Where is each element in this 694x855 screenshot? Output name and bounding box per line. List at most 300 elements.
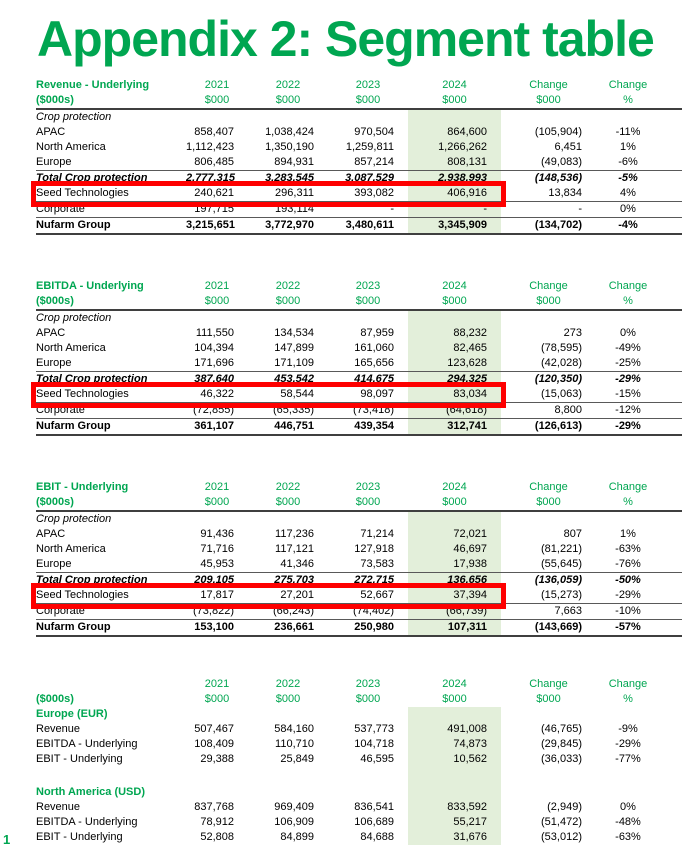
table-cell — [328, 310, 408, 326]
table-cell — [596, 511, 682, 527]
column-subheader: $000 — [501, 93, 596, 109]
table-row — [36, 171, 682, 187]
table-cell: (81,221) — [541, 543, 582, 555]
column-subheader: $000 — [248, 93, 328, 109]
column-header: Change — [608, 79, 648, 91]
table-cell: 833,592 — [408, 800, 501, 815]
table-row — [36, 218, 682, 235]
row-label: Corporate — [36, 403, 186, 419]
column-header: Change — [529, 678, 568, 690]
table-cell — [596, 109, 682, 125]
table-cell — [328, 511, 408, 527]
table-cell: 106,689 — [354, 816, 394, 828]
table-cell: -12% — [596, 403, 682, 419]
column-header: Change — [529, 79, 568, 91]
table-cell: 2,938,993 — [408, 171, 501, 187]
table-cell — [328, 109, 408, 125]
table-cell — [328, 785, 408, 800]
table-row — [36, 310, 682, 326]
table-cell: 446,751 — [248, 419, 328, 436]
table-cell: 55,217 — [408, 815, 501, 830]
table-cell: 165,656 — [354, 357, 394, 369]
table-row — [36, 341, 682, 356]
table-cell: 3,215,651 — [186, 218, 248, 235]
row-label: Seed Technologies — [36, 589, 129, 601]
table-cell: 361,107 — [186, 419, 248, 436]
table-cell: (65,335) — [248, 403, 328, 419]
table-cell — [248, 785, 328, 800]
table-cell: (15,273) — [541, 589, 582, 601]
page-title: Appendix 2: Segment table — [37, 11, 654, 67]
header-row-years — [36, 279, 682, 294]
column-subheader: $000 — [248, 495, 328, 511]
column-header: 2022 — [275, 280, 301, 292]
table-cell: (46,765) — [541, 723, 582, 735]
table-cell: 3,480,611 — [328, 218, 408, 235]
table-cell — [501, 109, 596, 125]
table-cell: 0% — [620, 801, 636, 813]
header-row-units — [36, 692, 682, 707]
table-row — [36, 604, 682, 620]
row-label: North America — [36, 342, 106, 354]
table-cell: 83,034 — [408, 387, 501, 403]
table-cell: 17,938 — [408, 557, 501, 573]
table-cell: 31,676 — [408, 830, 501, 845]
column-header: 2024 — [442, 79, 467, 91]
table-cell: (36,033) — [541, 753, 582, 765]
row-label: APAC — [36, 327, 66, 339]
table-cell: 134,534 — [274, 327, 314, 339]
table-cell — [501, 767, 596, 785]
row-label: Europe — [36, 156, 72, 168]
table-cell: 406,916 — [408, 186, 501, 202]
table-row — [36, 202, 682, 218]
table-cell: (2,949) — [547, 801, 582, 813]
row-label: Crop protection — [36, 111, 112, 123]
table-cell: (148,536) — [501, 171, 596, 187]
table-cell: (42,028) — [541, 357, 582, 369]
table-cell: 808,131 — [408, 155, 501, 171]
column-header: Change — [608, 481, 648, 493]
table-title: EBIT - Underlying — [36, 481, 129, 493]
row-label: Corporate — [36, 202, 186, 218]
table-cell — [408, 109, 501, 125]
column-header: Change — [608, 678, 648, 690]
table-cell: 1,112,423 — [186, 141, 235, 153]
table-cell — [248, 511, 328, 527]
column-subheader: $000 — [328, 495, 408, 511]
table-row — [36, 557, 682, 573]
table-cell: 836,541 — [354, 801, 394, 813]
table-cell: (126,613) — [501, 419, 596, 436]
table-cell: (66,739) — [408, 604, 501, 620]
table-cell: 110,710 — [275, 738, 314, 750]
table-cell: - — [328, 202, 408, 218]
table-row — [36, 800, 682, 815]
table-cell: 107,311 — [408, 620, 501, 637]
table-subtitle: ($000s) — [36, 93, 186, 109]
table-cell: 3,087,529 — [328, 171, 408, 187]
table-cell: 1% — [620, 528, 636, 540]
column-header: 2021 — [204, 280, 230, 292]
column-header: 2021 — [204, 79, 230, 91]
table-cell: 84,899 — [280, 831, 314, 843]
table-cell: 46,595 — [360, 753, 394, 765]
table-cell — [596, 310, 682, 326]
table-cell: 52,808 — [200, 831, 234, 843]
row-label: Revenue — [36, 723, 81, 735]
row-label: Seed Technologies — [36, 388, 129, 400]
table-cell: -63% — [615, 543, 641, 555]
table-cell — [248, 310, 328, 326]
table-cell: 108,409 — [194, 738, 234, 750]
segment-table-regional-currency — [36, 677, 682, 845]
row-label: Revenue — [36, 801, 81, 813]
ebit-underlying — [36, 480, 682, 637]
table-cell: 88,232 — [408, 326, 501, 341]
column-header: Change — [529, 481, 568, 493]
table-cell: 507,467 — [194, 723, 234, 735]
table-cell: 46,697 — [408, 542, 501, 557]
table-cell — [328, 707, 408, 722]
table-cell: 193,114 — [248, 202, 328, 218]
header-row-units — [36, 93, 682, 109]
table-row — [36, 511, 682, 527]
table-cell: 29,388 — [200, 753, 234, 765]
table-cell: 87,959 — [360, 327, 394, 339]
table-cell — [501, 511, 596, 527]
table-cell — [186, 310, 248, 326]
table-cell: -77% — [615, 753, 641, 765]
table-cell: (49,083) — [541, 156, 582, 168]
column-header: Change — [608, 280, 648, 292]
table-cell: 71,214 — [360, 528, 394, 540]
table-cell: -6% — [618, 156, 638, 168]
table-cell: (66,243) — [248, 604, 328, 620]
table-cell: 806,485 — [194, 156, 234, 168]
column-subheader: $000 — [355, 693, 381, 705]
segment-table-ebitda-underlying — [36, 279, 682, 436]
tables-region — [36, 78, 682, 845]
table-cell: 52,667 — [360, 589, 394, 601]
table-cell — [408, 310, 501, 326]
table-title: EBITDA - Underlying — [36, 280, 144, 292]
column-header: 2024 — [442, 678, 467, 690]
table-cell: 858,407 — [194, 126, 234, 138]
table-cell — [408, 767, 501, 785]
table-row — [36, 527, 682, 542]
table-cell: 1,350,190 — [265, 141, 314, 153]
table-cell: 1,266,262 — [408, 140, 501, 155]
table-cell — [596, 785, 682, 800]
table-row — [36, 722, 682, 737]
table-cell: -48% — [615, 816, 641, 828]
table-cell: 136,656 — [408, 573, 501, 589]
table-row — [36, 109, 682, 125]
row-label: APAC — [36, 528, 66, 540]
column-header: 2023 — [355, 280, 381, 292]
table-row — [36, 125, 682, 140]
table-cell: (29,845) — [541, 738, 582, 750]
row-label: North America — [36, 543, 106, 555]
segment-table-ebit-underlying — [36, 480, 682, 637]
row-label: Total Crop protection — [36, 372, 186, 388]
header-row-years — [36, 78, 682, 93]
table-cell: 414,675 — [328, 372, 408, 388]
row-label: EBIT - Underlying — [36, 831, 123, 843]
table-cell: -29% — [615, 738, 641, 750]
table-cell: 13,834 — [548, 187, 582, 199]
table-cell: 72,021 — [408, 527, 501, 542]
column-subheader: $000 — [501, 495, 596, 511]
table-cell — [248, 707, 328, 722]
table-cell: (53,012) — [541, 831, 582, 843]
column-header: 2021 — [204, 481, 230, 493]
table-cell: (136,059) — [501, 573, 596, 589]
column-subheader: $000 — [328, 93, 408, 109]
column-header: 2022 — [275, 481, 301, 493]
column-subheader: $000 — [248, 294, 328, 310]
table-cell: (73,418) — [328, 403, 408, 419]
table-cell: 537,773 — [354, 723, 394, 735]
table-cell: 240,621 — [194, 187, 234, 199]
table-cell: -10% — [596, 604, 682, 620]
row-label: Europe — [36, 558, 72, 570]
table-cell: 970,504 — [354, 126, 394, 138]
column-subheader: $000 — [186, 93, 248, 109]
table-cell: -5% — [596, 171, 682, 187]
table-cell: -11% — [615, 126, 641, 138]
table-row — [36, 326, 682, 341]
table-row — [36, 767, 682, 785]
table-cell: (73,822) — [186, 604, 248, 620]
table-row — [36, 752, 682, 767]
column-header: Change — [529, 280, 568, 292]
table-cell: -15% — [615, 388, 641, 400]
row-label: North America — [36, 141, 106, 153]
column-subheader: $000 — [275, 693, 301, 705]
row-label: Total Crop protection — [36, 573, 186, 589]
column-subheader: $000 — [186, 495, 248, 511]
table-subtitle: ($000s) — [36, 294, 186, 310]
table-row — [36, 186, 682, 202]
table-cell: 294,325 — [408, 372, 501, 388]
table-cell — [408, 511, 501, 527]
table-cell: 807 — [563, 528, 582, 540]
page-number: 1 — [3, 832, 11, 847]
table-cell: 73,583 — [360, 558, 394, 570]
table-cell: - — [501, 202, 596, 218]
table-row — [36, 542, 682, 557]
table-cell — [186, 707, 248, 722]
table-cell: 197,715 — [186, 202, 248, 218]
table-cell: 27,201 — [280, 589, 314, 601]
table-cell: 584,160 — [274, 723, 314, 735]
table-cell: (51,472) — [541, 816, 582, 828]
column-subheader: $000 — [408, 93, 501, 109]
table-cell: 3,772,970 — [248, 218, 328, 235]
column-header: 2023 — [355, 678, 381, 690]
table-cell — [501, 707, 596, 722]
table-row — [36, 815, 682, 830]
row-label: APAC — [36, 126, 66, 138]
table-cell: 491,008 — [408, 722, 501, 737]
column-subheader: $000 — [186, 294, 248, 310]
table-cell: 296,311 — [275, 187, 314, 199]
table-cell: 84,688 — [360, 831, 394, 843]
table-cell: -76% — [615, 558, 641, 570]
table-cell: 837,768 — [194, 801, 234, 813]
table-cell: -29% — [615, 589, 641, 601]
table-cell: 127,918 — [354, 543, 394, 555]
table-cell: 2,777,315 — [186, 171, 248, 187]
column-subheader: % — [596, 294, 682, 310]
table-cell: -63% — [615, 831, 641, 843]
table-cell: 439,354 — [328, 419, 408, 436]
row-label: Europe — [36, 357, 72, 369]
table-cell: 111,550 — [195, 327, 234, 339]
table-cell: 123,628 — [408, 356, 501, 372]
table-cell — [408, 707, 501, 722]
table-cell: (55,645) — [541, 558, 582, 570]
row-label: Nufarm Group — [36, 218, 186, 235]
table-row — [36, 155, 682, 171]
column-subheader: $000 — [501, 294, 596, 310]
table-cell: 393,082 — [354, 187, 394, 199]
table-cell: 91,436 — [200, 528, 234, 540]
column-subheader: $000 — [328, 294, 408, 310]
table-cell — [186, 109, 248, 125]
row-label: Total Crop protection — [36, 171, 186, 187]
row-label: Corporate — [36, 604, 186, 620]
table-cell: 104,394 — [194, 342, 234, 354]
table-cell: 46,322 — [200, 388, 234, 400]
regional-currency — [36, 677, 682, 845]
table-cell — [408, 785, 501, 800]
table-row — [36, 372, 682, 388]
table-cell: 171,696 — [194, 357, 234, 369]
table-cell: -57% — [596, 620, 682, 637]
table-row — [36, 387, 682, 403]
table-subtitle: ($000s) — [36, 693, 74, 705]
table-title — [36, 677, 186, 692]
table-cell: 25,849 — [280, 753, 314, 765]
column-subheader: % — [596, 93, 682, 109]
table-cell: (74,402) — [328, 604, 408, 620]
column-subheader: $000 — [408, 495, 501, 511]
table-cell: 45,953 — [200, 558, 234, 570]
table-cell: 3,345,909 — [408, 218, 501, 235]
table-cell: (78,595) — [541, 342, 582, 354]
table-cell: -49% — [615, 342, 641, 354]
table-row — [36, 785, 682, 800]
table-cell: 3,283,545 — [248, 171, 328, 187]
table-cell — [186, 767, 248, 785]
row-label: EBITDA - Underlying — [36, 738, 138, 750]
table-cell: 153,100 — [186, 620, 248, 637]
row-label: EBIT - Underlying — [36, 753, 123, 765]
table-cell: 209,105 — [186, 573, 248, 589]
table-cell — [501, 310, 596, 326]
table-cell: 1,259,811 — [345, 141, 394, 153]
table-cell: 10,562 — [408, 752, 501, 767]
table-cell: -9% — [618, 723, 638, 735]
table-cell: 74,873 — [408, 737, 501, 752]
table-cell — [501, 785, 596, 800]
table-cell: 98,097 — [360, 388, 394, 400]
table-cell: 6,451 — [554, 141, 582, 153]
table-cell: 312,741 — [408, 419, 501, 436]
column-subheader: $000 — [442, 693, 467, 705]
column-header: 2022 — [275, 678, 301, 690]
table-cell: -4% — [596, 218, 682, 235]
table-cell: 969,409 — [274, 801, 314, 813]
row-label: EBITDA - Underlying — [36, 816, 138, 828]
column-subheader: $000 — [408, 294, 501, 310]
table-cell: (15,063) — [541, 388, 582, 400]
table-cell: -25% — [615, 357, 641, 369]
table-cell: 161,060 — [354, 342, 394, 354]
row-label — [36, 767, 186, 785]
table-row — [36, 620, 682, 637]
table-cell: 894,931 — [274, 156, 314, 168]
table-row — [36, 403, 682, 419]
column-subheader: % — [623, 693, 633, 705]
table-cell: 0% — [620, 327, 636, 339]
table-cell: 857,214 — [354, 156, 394, 168]
table-subtitle: ($000s) — [36, 495, 186, 511]
table-cell: (64,618) — [408, 403, 501, 419]
table-cell: 0% — [596, 202, 682, 218]
table-cell: 117,236 — [275, 528, 314, 540]
row-label: Seed Technologies — [36, 187, 129, 199]
table-cell — [596, 767, 682, 785]
table-cell: 7,663 — [501, 604, 596, 620]
table-cell — [328, 767, 408, 785]
column-subheader: $000 — [204, 693, 230, 705]
segment-table-revenue-underlying — [36, 78, 682, 235]
column-header: 2022 — [275, 79, 301, 91]
row-label: Crop protection — [36, 312, 112, 324]
table-cell: -29% — [596, 372, 682, 388]
table-cell: (143,669) — [501, 620, 596, 637]
table-title: Revenue - Underlying — [36, 79, 150, 91]
table-cell: 272,715 — [328, 573, 408, 589]
row-label: Nufarm Group — [36, 419, 186, 436]
table-cell: 4% — [620, 187, 636, 199]
table-cell — [248, 109, 328, 125]
table-cell: (72,855) — [186, 403, 248, 419]
table-row — [36, 737, 682, 752]
header-row-years — [36, 677, 682, 692]
table-cell: 17,817 — [200, 589, 234, 601]
table-row — [36, 830, 682, 845]
table-cell: 453,542 — [248, 372, 328, 388]
table-cell: -29% — [596, 419, 682, 436]
row-label: Nufarm Group — [36, 620, 186, 637]
table-cell: 171,109 — [274, 357, 314, 369]
table-cell: 37,394 — [408, 588, 501, 604]
header-row-years — [36, 480, 682, 495]
table-cell: 82,465 — [408, 341, 501, 356]
table-cell: (105,904) — [534, 126, 582, 138]
table-cell: - — [408, 202, 501, 218]
column-header: 2023 — [355, 481, 381, 493]
column-subheader: $000 — [536, 693, 561, 705]
table-cell: 1,038,424 — [265, 126, 314, 138]
table-cell: 106,909 — [274, 816, 314, 828]
table-cell: 250,980 — [328, 620, 408, 637]
